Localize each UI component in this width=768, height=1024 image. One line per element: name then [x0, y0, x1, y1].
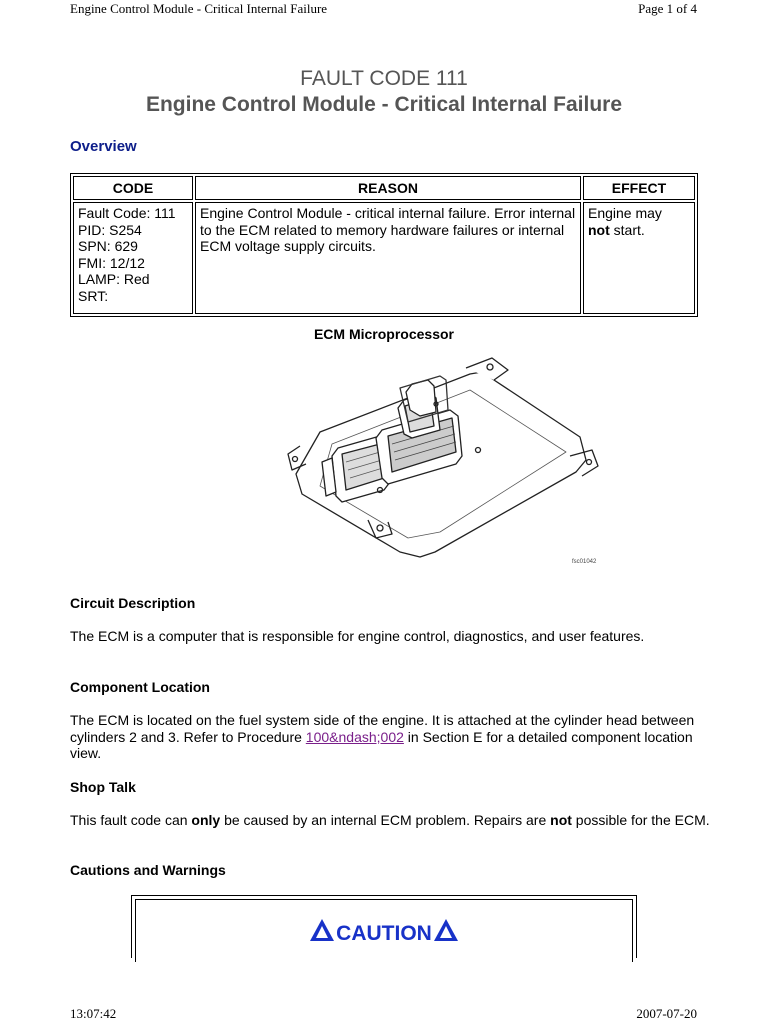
circuit-description-heading: Circuit Description — [70, 595, 196, 611]
shop-talk-text — [70, 812, 710, 829]
footer-time: 13:07:42 — [70, 1006, 117, 1021]
figure-caption: ECM Microprocessor — [313, 326, 455, 342]
code-cell — [73, 202, 193, 314]
footer-date: 2007-07-20 — [636, 1006, 697, 1021]
overview-heading: Overview — [70, 138, 137, 155]
column-header-reason: REASON — [195, 176, 581, 200]
table-row — [73, 202, 695, 314]
page-footer — [0, 1006, 768, 1024]
cautions-heading: Cautions and Warnings — [70, 862, 226, 878]
code-line: SPN: 629 — [78, 238, 138, 254]
caution-label: CAUTION — [336, 922, 432, 945]
page-header — [0, 0, 768, 22]
location-text-end: in Section E for a detailed component location view. — [70, 728, 693, 761]
code-line: FMI: 12/12 — [78, 254, 145, 271]
code-line: SRT: — [78, 287, 109, 304]
table-header-row — [73, 176, 695, 200]
effect-text-end: start. — [609, 221, 645, 238]
code-line: LAMP: Red — [78, 271, 150, 287]
location-text-start: The ECM is located on the fuel system side of the engine. It is attached at the cylinder head between cylinders 2 and 3. Refer to Procedure — [70, 712, 695, 745]
warning-triangle-icon — [432, 917, 460, 943]
shop-talk-end: possible for the ECM. — [571, 812, 710, 828]
component-location-heading: Component Location — [70, 679, 210, 695]
shop-talk-emphasis-only: only — [191, 812, 221, 828]
figure-number: fsc01042 — [572, 559, 597, 565]
effect-cell — [583, 202, 695, 314]
effect-emphasis: not — [588, 221, 610, 238]
component-location-text — [70, 712, 710, 762]
code-line: PID: S254 — [78, 221, 142, 238]
shop-talk-middle: be caused by an internal ECM problem. Repairs are — [220, 812, 551, 828]
effect-text: Engine may — [588, 205, 662, 221]
caution-banner — [0, 917, 768, 946]
fault-subtitle: Engine Control Module - Critical Internal Failure — [145, 93, 623, 116]
column-header-code: CODE — [73, 176, 193, 200]
header-title: Engine Control Module - Critical Internal Failure — [70, 1, 328, 16]
column-header-effect: EFFECT — [583, 176, 695, 200]
warning-triangle-icon — [308, 917, 336, 943]
reason-cell: Engine Control Module - critical internal failure. Error internal to the ECM related to memory hardware failures or internal ECM voltage supply circuits. — [195, 202, 581, 314]
shop-talk-heading: Shop Talk — [70, 779, 136, 795]
fault-table — [70, 173, 698, 317]
header-page-number: Page 1 of 4 — [638, 1, 697, 16]
fault-code-title: FAULT CODE 111 — [300, 67, 468, 90]
circuit-description-text: The ECM is a computer that is responsible for engine control, diagnostics, and user features. — [70, 628, 645, 644]
shop-talk-emphasis-not: not — [550, 812, 572, 828]
code-line: Fault Code: 111 — [78, 205, 176, 221]
shop-talk-start: This fault code can — [70, 812, 192, 828]
procedure-link[interactable]: 100&ndash;002 — [305, 728, 404, 745]
ecm-illustration — [280, 352, 610, 572]
